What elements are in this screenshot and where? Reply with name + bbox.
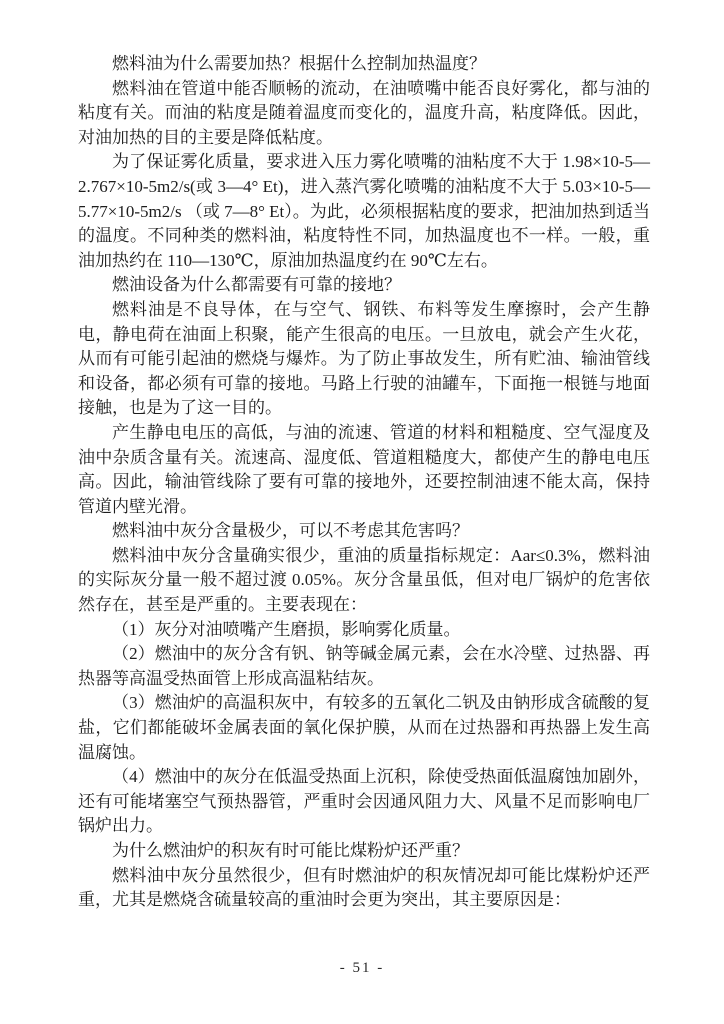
list-item: （1）灰分对油喷嘴产生磨损，影响雾化质量。 [112, 619, 461, 639]
paragraph: 燃料油中灰分含量确实很少，重油的质量指标规定：Aar≤0.3%，燃料油的实际灰分量一般不超过渡 0.05%。灰分含量虽低，但对电厂锅炉的危害依然存在，甚至是严重的。主要表现在： [78, 545, 650, 615]
paragraph: 燃料油是不良导体，在与空气、钢铁、布料等发生摩擦时，会产生静电，静电荷在油面上积聚，能产生很高的电压。一旦放电，就会产生火花，从而有可能引起油的燃烧与爆炸。为了防止事故发生，所有贮油、输油管线和设备，都必须有可靠的接地。马路上行驶的油罐车，下面拖一根链与地面接触，也是为了这一目的。 [78, 299, 650, 418]
paragraph: 产生静电电压的高低，与油的流速、管道的材料和粗糙度、空气湿度及油中杂质含量有关。流速高、湿度低、管道粗糙度大，都使产生的静电电压高。因此，输油管线除了要有可靠的接地外，还要控制油速不能太高，保持管道内壁光滑。 [78, 422, 650, 516]
paragraph: 燃料油在管道中能否顺畅的流动，在油喷嘴中能否良好雾化，都与油的粘度有关。而油的粘度是随着温度而变化的，温度升高，粘度降低。因此，对油加热的目的主要是降低粘度。 [78, 78, 650, 147]
question-heading: 为什么燃油炉的积灰有时可能比煤粉炉还严重？ [112, 841, 469, 860]
page-number: - 51 - [339, 960, 385, 976]
list-item: （3）燃油炉的高温积灰中，有较多的五氧化二钒及由钠形成含硫酸的复盐，它们都能破坏金属表面的氧化保护膜，从而在过热器和再热器上发生高温腐蚀。 [78, 693, 650, 762]
question-heading: 燃油设备为什么都需要有可靠的接地？ [112, 275, 401, 295]
paragraph: 为了保证雾化质量，要求进入压力雾化喷嘴的油粘度不大于 1.98×10-5—2.767×10-5m2/s(或 3—4° Et)，进入蒸汽雾化喷嘴的油粘度不大于 5.03×10-5—5.77×10-5m2/s （或 7—8° Et）。为此，必须根据粘度的要求，把油加热到适当的温度。不同种类的燃料油，粘度特性不同，加热温度也不一样。一般，重油加热约在 110—130℃，原油加热温度约在 90℃左右。 [78, 152, 650, 270]
page-body-text [78, 52, 650, 913]
paragraph: 燃料油中灰分虽然很少，但有时燃油炉的积灰情况却可能比煤粉炉还严重，尤其是燃烧含硫量较高的重油时会更为突出，其主要原因是： [78, 865, 650, 910]
question-heading: 燃料油为什么需要加热？根据什么控制加热温度？ [112, 54, 486, 73]
list-item: （4）燃油中的灰分在低温受热面上沉积，除使受热面低温腐蚀加剧外，还有可能堵塞空气预热器管，严重时会因通风阻力大、风量不足而影响电厂锅炉出力。 [78, 767, 650, 836]
question-heading: 燃料油中灰分含量极少，可以不考虑其危害吗？ [112, 521, 469, 541]
list-item: （2）燃油中的灰分含有钒、钠等碱金属元素，会在水冷壁、过热器、再热器等高温受热面管上形成高温粘结灰。 [78, 644, 650, 688]
